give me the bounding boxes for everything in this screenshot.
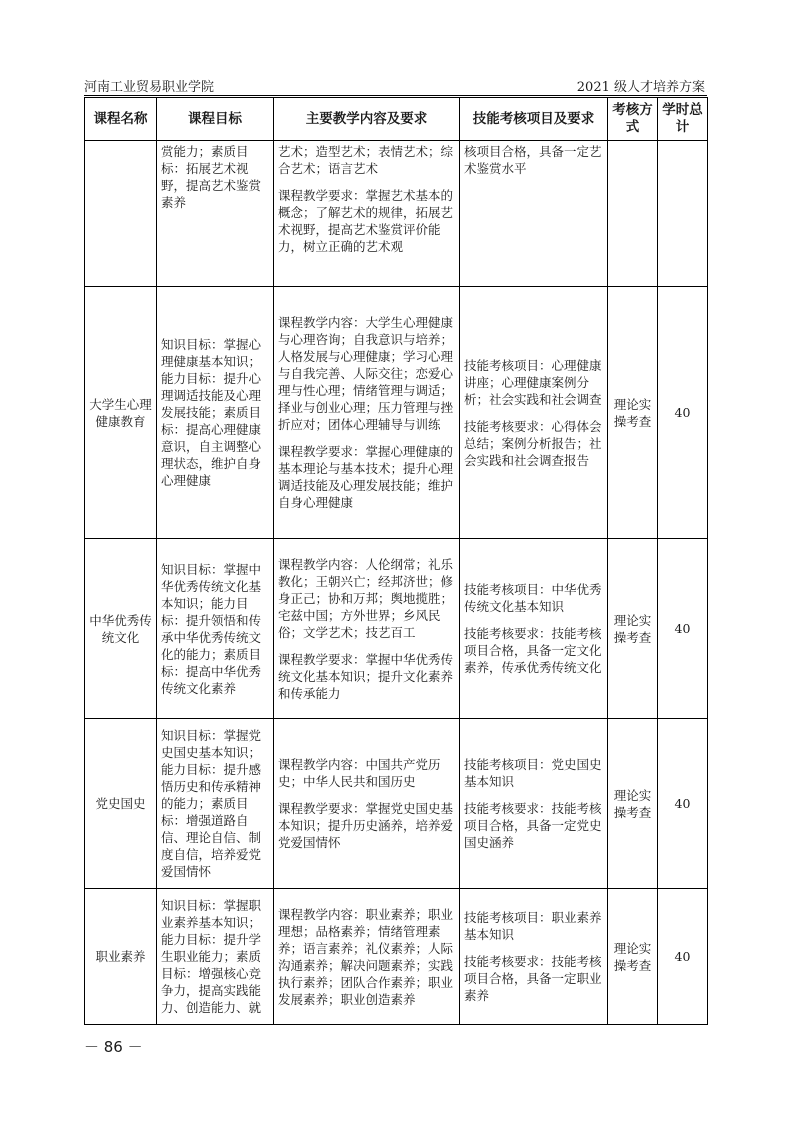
content-text: 课程教学内容：大学生心理健康与心理咨询；自我意识与培养；人格发展与心理健康；学习心理与自我完善、人际交往；恋爱心理与性心理；情绪管理与调适；择业与创业心理；压力管理与挫折应对；团体心理辅导与训练 xyxy=(278,315,454,432)
content-text: 课程教学内容：职业素养；职业理想；品格素养；情绪管理素养；语言素养；礼仪素养；人际沟通素养；解决问题素养；实践执行素养；团队合作素养；职业发展素养；职业创造素养 xyxy=(278,906,454,1007)
assessment-item: 核项目合格，具备一定艺术鉴赏水平 xyxy=(464,144,602,176)
content-text: 课程教学内容：人伦纲常；礼乐教化；王朝兴亡；经邦济世；修身正己；协和万邦；舆地揽胜；宅兹中国；方外世界；乡风民俗；文学艺术；技艺百工 xyxy=(278,556,454,640)
course-goal: 知识目标：掌握党史国史基本知识；能力目标：提升感悟历史和传承精神的能力；素质目标：增强道路自信、理论自信、制度自信，培养爱党爱国情怀 xyxy=(157,719,274,889)
column-header-name: 课程名称 xyxy=(85,98,157,141)
assessment-requirement: 技能考核要求：心得体会总结；案例分析报告；社会实践和社会调查报告 xyxy=(464,418,602,468)
course-name: 职业素养 xyxy=(85,889,157,1025)
content-requirement: 课程教学要求：掌握中华优秀传统文化基本知识；提升文化素养和传承能力 xyxy=(278,651,454,701)
course-content xyxy=(274,889,460,1025)
course-assessment xyxy=(460,719,608,889)
table-row xyxy=(85,287,708,539)
course-assessment xyxy=(460,889,608,1025)
assessment-method: 理论实操考查 xyxy=(608,287,658,539)
course-goal: 知识目标：掌握心理健康基本知识；能力目标：提升心理调适技能及心理发展技能；素质目标：提高心理健康意识，自主调整心理状态，维护自身心理健康 xyxy=(157,287,274,539)
table-row xyxy=(85,539,708,719)
total-hours: 40 xyxy=(658,889,708,1025)
course-assessment xyxy=(460,141,608,287)
assessment-method: 理论实操考查 xyxy=(608,539,658,719)
header-rule xyxy=(84,95,707,96)
assessment-method xyxy=(608,141,658,287)
total-hours xyxy=(658,141,708,287)
table-header-row xyxy=(85,98,708,141)
column-header-method: 考核方式 xyxy=(608,98,658,141)
course-content xyxy=(274,141,460,287)
assessment-requirement: 技能考核要求：技能考核项目合格，具备一定文化素养，传承优秀传统文化 xyxy=(464,626,602,675)
assessment-item: 技能考核项目：党史国史基本知识 xyxy=(464,757,602,789)
content-text: 艺术；造型艺术；表情艺术；综合艺术；语言艺术 xyxy=(278,144,454,176)
course-name xyxy=(85,141,157,287)
curriculum-table xyxy=(84,97,708,1025)
total-hours: 40 xyxy=(658,539,708,719)
assessment-method: 理论实操考查 xyxy=(608,889,658,1025)
total-hours: 40 xyxy=(658,719,708,889)
page-number: － 86 － xyxy=(84,1038,143,1056)
column-header-content: 主要教学内容及要求 xyxy=(274,98,460,141)
column-header-hours: 学时总计 xyxy=(658,98,708,141)
table-row xyxy=(85,889,708,1025)
course-goal: 赏能力；素质目标：拓展艺术视野，提高艺术鉴赏素养 xyxy=(157,141,274,287)
assessment-item: 技能考核项目：中华优秀传统文化基本知识 xyxy=(464,582,602,614)
assessment-item: 技能考核项目：职业素养基本知识 xyxy=(464,910,602,942)
course-name: 党史国史 xyxy=(85,719,157,889)
content-text: 课程教学内容：中国共产党历史；中华人民共和国历史 xyxy=(278,757,441,789)
column-header-assess: 技能考核项目及要求 xyxy=(460,98,608,141)
content-requirement: 课程教学要求：掌握艺术基本的概念；了解艺术的规律，拓展艺术视野，提高艺术鉴赏评价能力，树立正确的艺术观 xyxy=(278,188,454,254)
assessment-requirement: 技能考核要求：技能考核项目合格，具备一定党史国史涵养 xyxy=(464,801,602,850)
course-content xyxy=(274,287,460,539)
total-hours: 40 xyxy=(658,287,708,539)
course-name: 大学生心理健康教育 xyxy=(85,287,157,539)
table-row xyxy=(85,141,708,287)
content-requirement: 课程教学要求：掌握心理健康的基本理论与基本技术；提升心理调适技能及心理发展技能；维护自身心理健康 xyxy=(278,444,454,510)
course-assessment xyxy=(460,287,608,539)
column-header-goal: 课程目标 xyxy=(157,98,274,141)
assessment-requirement: 技能考核要求：技能考核项目合格，具备一定职业素养 xyxy=(464,954,602,1003)
assessment-item: 技能考核项目：心理健康讲座；心理健康案例分析；社会实践和社会调查 xyxy=(464,357,602,407)
header-document-title: 2021 级人才培养方案 xyxy=(576,80,705,95)
assessment-method: 理论实操考查 xyxy=(608,719,658,889)
content-requirement: 课程教学要求：掌握党史国史基本知识；提升历史涵养，培养爱党爱国情怀 xyxy=(278,801,454,850)
course-assessment xyxy=(460,539,608,719)
course-content xyxy=(274,719,460,889)
table-row xyxy=(85,719,708,889)
header-school-name: 河南工业贸易职业学院 xyxy=(84,80,215,95)
course-content xyxy=(274,539,460,719)
course-name: 中华优秀传统文化 xyxy=(85,539,157,719)
course-goal: 知识目标：掌握中华优秀传统文化基本知识；能力目标：提升领悟和传承中华优秀传统文化的能力；素质目标：提高中华优秀传统文化素养 xyxy=(157,539,274,719)
course-goal: 知识目标：掌握职业素养基本知识；能力目标：提升学生职业能力；素质目标：增强核心竞争力，提高实践能力、创造能力、就 xyxy=(157,889,274,1025)
